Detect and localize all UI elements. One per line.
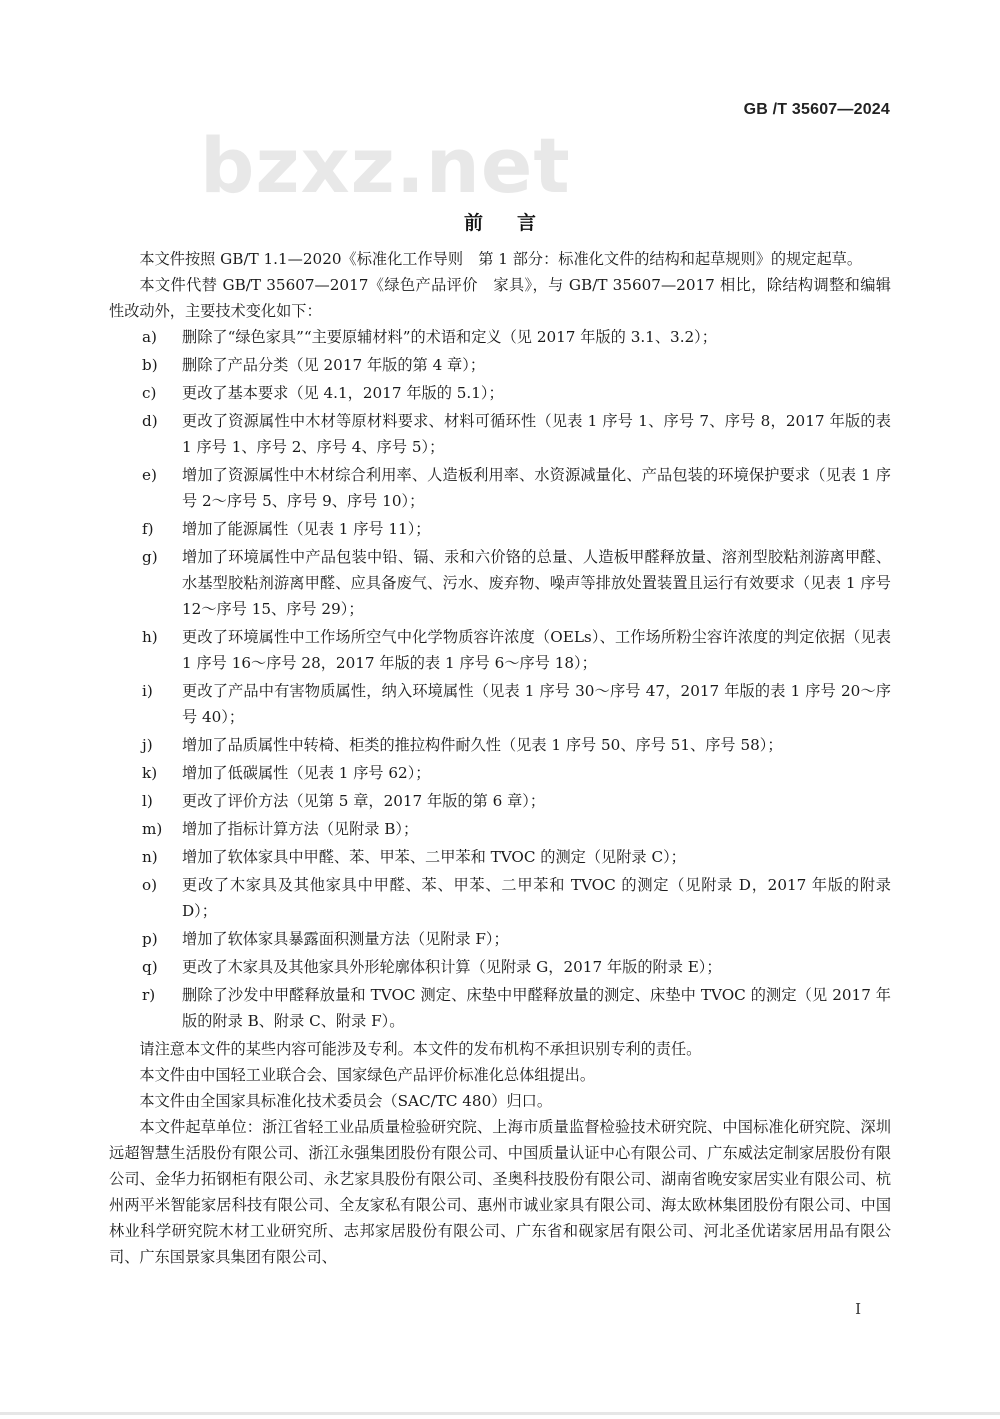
document-body	[109, 246, 891, 1270]
change-item-marker: i)	[142, 682, 153, 700]
change-item-text: 删除了产品分类（见 2017 年版的第 4 章）；	[182, 356, 486, 374]
patent-notice: 请注意本文件的某些内容可能涉及专利。本文件的发布机构不承担识别专利的责任。	[139, 1040, 702, 1058]
change-item	[109, 408, 891, 460]
change-item-text: 更改了环境属性中工作场所空气中化学物质容许浓度（OELs）、工作场所粉尘容许浓度的判定依据（见表 1 序号 16～序号 28，2017 年版的表 1 序号 6～序号 18）；	[182, 628, 891, 672]
change-item-marker: e)	[142, 466, 157, 484]
change-item	[109, 624, 891, 676]
changes-list	[109, 324, 891, 1034]
change-item	[109, 678, 891, 730]
proposer-statement: 本文件由中国轻工业联合会、国家绿色产品评价标准化总体组提出。	[139, 1066, 596, 1084]
watermark: bzxz.net	[200, 121, 571, 210]
change-item-marker: l)	[142, 792, 153, 810]
change-item	[109, 926, 891, 952]
change-item-text: 增加了低碳属性（见表 1 序号 62）；	[182, 764, 431, 782]
intro-paragraph-drafting-rules: 本文件按照 GB/T 1.1—2020《标准化工作导则 第 1 部分：标准化文件的结构和起草规则》的规定起草。	[139, 250, 863, 268]
change-item-marker: q)	[142, 958, 158, 976]
page-title: 前言	[463, 212, 570, 234]
change-item-marker: p)	[142, 930, 158, 948]
change-item	[109, 982, 891, 1034]
change-item-marker: o)	[142, 876, 158, 894]
change-item	[109, 516, 891, 542]
change-item	[109, 954, 891, 980]
page-number: I	[855, 1300, 861, 1318]
committee-statement: 本文件由全国家具标准化技术委员会（SAC/TC 480）归口。	[139, 1092, 553, 1110]
change-item-text: 增加了品质属性中转椅、柜类的推拉构件耐久性（见表 1 序号 50、序号 51、序号 58）；	[182, 736, 783, 754]
change-item-marker: m)	[142, 820, 163, 838]
change-item	[109, 788, 891, 814]
change-item	[109, 544, 891, 622]
change-item-text: 更改了资源属性中木材等原材料要求、材料可循环性（见表 1 序号 1、序号 7、序号 8，2017 年版的表 1 序号 1、序号 2、序号 4、序号 5）；	[182, 412, 891, 456]
change-item-text: 更改了产品中有害物质属性，纳入环境属性（见表 1 序号 30～序号 47，2017 年版的表 1 序号 20～序号 40）；	[182, 682, 891, 726]
change-item	[109, 732, 891, 758]
change-item-text: 删除了“绿色家具”“主要原辅材料”的术语和定义（见 2017 年版的 3.1、3.2）；	[182, 328, 717, 346]
change-item	[109, 380, 891, 406]
change-item	[109, 872, 891, 924]
change-item-text: 更改了评价方法（见第 5 章，2017 年版的第 6 章）；	[182, 792, 546, 810]
change-item	[109, 462, 891, 514]
change-item-marker: f)	[142, 520, 154, 538]
change-item-marker: c)	[142, 384, 157, 402]
change-item-marker: j)	[142, 736, 153, 754]
change-item	[109, 816, 891, 842]
change-item-marker: r)	[142, 986, 156, 1004]
change-item-marker: k)	[142, 764, 158, 782]
change-item	[109, 324, 891, 350]
change-item-text: 增加了环境属性中产品包装中铅、镉、汞和六价铬的总量、人造板甲醛释放量、溶剂型胶粘剂游离甲醛、水基型胶粘剂游离甲醛、应具备废气、污水、废弃物、噪声等排放处置装置且运行有效要求（见表 1 序号 12～序号 15、序号 29）；	[182, 548, 891, 618]
change-item-text: 增加了指标计算方法（见附录 B）；	[182, 820, 419, 838]
change-item-text: 增加了资源属性中木材综合利用率、人造板利用率、水资源减量化、产品包装的环境保护要求（见表 1 序号 2～序号 5、序号 9、序号 10）；	[182, 466, 891, 510]
intro-paragraph-replacement: 本文件代替 GB/T 35607—2017《绿色产品评价 家具》，与 GB/T 35607—2017 相比，除结构调整和编辑性改动外，主要技术变化如下：	[109, 276, 891, 320]
document-code: GB /T 35607—2024	[743, 101, 890, 118]
page-bottom-edge	[0, 1412, 1000, 1415]
change-item-text: 删除了沙发中甲醛释放量和 TVOC 测定、床垫中甲醛释放量的测定、床垫中 TVOC 的测定（见 2017 年版的附录 B、附录 C、附录 F）。	[182, 986, 891, 1030]
change-item-text: 更改了木家具及其他家具中甲醛、苯、甲苯、二甲苯和 TVOC 的测定（见附录 D，2017 年版的附录 D）；	[182, 876, 891, 920]
change-item	[109, 352, 891, 378]
change-item-marker: a)	[142, 328, 157, 346]
change-item-text: 增加了能源属性（见表 1 序号 11）；	[182, 520, 431, 538]
change-item-text: 更改了木家具及其他家具外形轮廓体积计算（见附录 G，2017 年版的附录 E）；	[182, 958, 722, 976]
change-item-marker: h)	[142, 628, 158, 646]
change-item-text: 更改了基本要求（见 4.1，2017 年版的 5.1）；	[182, 384, 504, 402]
change-item	[109, 760, 891, 786]
change-item	[109, 844, 891, 870]
drafting-units: 本文件起草单位：浙江省轻工业品质量检验研究院、上海市质量监督检验技术研究院、中国标准化研究院、深圳远超智慧生活股份有限公司、浙江永强集团股份有限公司、中国质量认证中心有限公司、广东威法定制家居股份有限公司、金华力拓钢柜有限公司、永艺家具股份有限公司、圣奥科技股份有限公司、湖南省晚安家居实业有限公司、杭州两平米智能家居科技有限公司、全友家私有限公司、惠州市诚业家具有限公司、海太欧林集团股份有限公司、中国林业科学研究院木材工业研究所、志邦家居股份有限公司、广东省和砚家居有限公司、河北圣优诺家居用品有限公司、广东国景家具集团有限公司、	[109, 1118, 891, 1266]
change-item-marker: b)	[142, 356, 158, 374]
change-item-text: 增加了软体家具中甲醛、苯、甲苯、二甲苯和 TVOC 的测定（见附录 C）；	[182, 848, 686, 866]
change-item-marker: n)	[142, 848, 158, 866]
change-item-marker: g)	[142, 548, 158, 566]
change-item-marker: d)	[142, 412, 158, 430]
change-item-text: 增加了软体家具暴露面积测量方法（见附录 F）；	[182, 930, 509, 948]
